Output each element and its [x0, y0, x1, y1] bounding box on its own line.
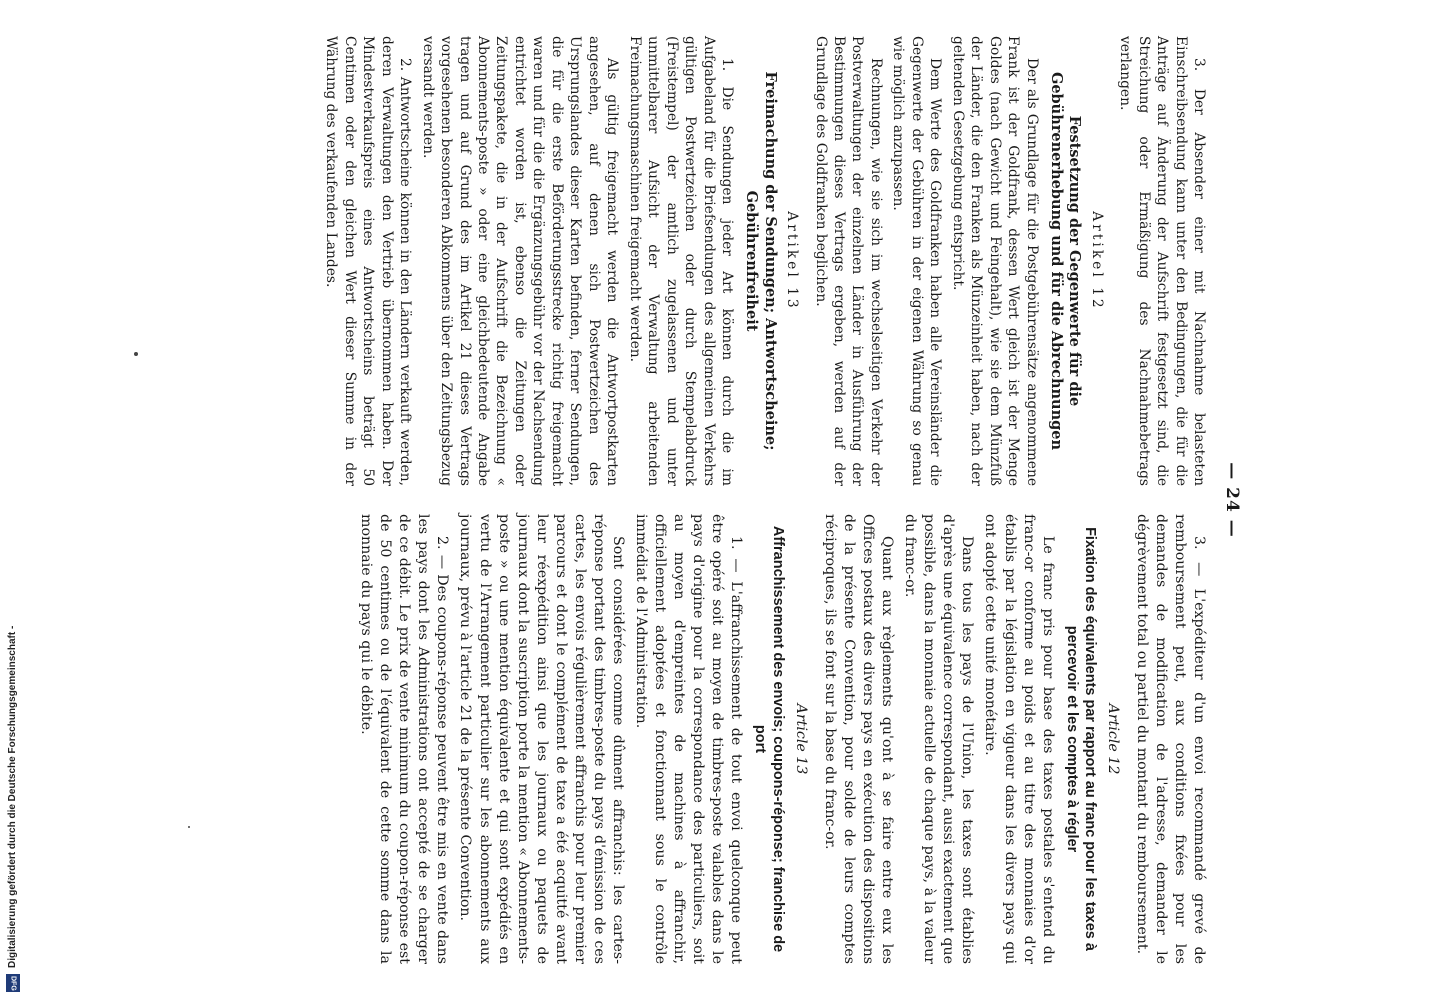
- credit-text: Digitalisierung gefördert durch die Deutsche Forschungsgemeinschaft -: [7, 625, 18, 968]
- french-art12-para2: Dans tous les pays de l'Union, les taxes sont établies d'après une équivalence correspondant, aussi exactement que possible, dans la monnaie actuelle de chaque pays, à la valeur du franc-or.: [902, 514, 976, 964]
- french-art12-para1: Le franc pris pour base des taxes postales s'entend du franc-or conforme au poids et au titre des monnaies d'or établis par la législation en vigueur dans les divers pays qui ont adopté cette unité monétaire.: [982, 514, 1056, 964]
- french-article-12-label: Article 12: [1104, 703, 1121, 775]
- german-column: [198, 36, 1208, 486]
- dfg-logo-icon: DFG: [6, 974, 20, 992]
- text-columns: [198, 36, 1208, 964]
- page-number: — 24 —: [1222, 462, 1242, 538]
- french-art12-para3: Quant aux règlements qu'ont à se faire entre eux les Offices postaux des divers pays en exécution des dispositions de la présente Convention, pour solde de leurs comptes réciproques, ils se font sur la base du franc-or.: [822, 514, 896, 964]
- german-art12-para2: Dem Werte des Goldfranken haben alle Vereinsländer die Gegenwerte der Gebühren in der eigenen Währung so genau wie möglich anzupassen.: [890, 36, 944, 486]
- document-page: [152, 0, 1282, 1000]
- german-article-12-label: Artikel 12: [1088, 211, 1105, 311]
- german-article-12-title: Festsetzung der Gegenwerte für die Gebührenerhebung und für die Abrechnungen: [1047, 71, 1084, 451]
- french-art13-para3: 2. — Des coupons-réponse peuvent être mis en vente dans les pays dont les Administrations ont accepté de se charger de ce débit. Le prix de vente minimum du coupon-réponse est de 50 centimes ou de l'équivalent de cette somme dans la monnaie du pays qui le débite.: [358, 514, 451, 964]
- scan-speck: [134, 352, 138, 356]
- french-art13-para1: 1. — L'affranchissement de tout envoi quelconque peut être opéré soit au moyen de timbres-poste valables dans le pays d'origine pour la correspondance des particuliers, soit au moyen d'empreintes de machines à affranchir, officiellement adoptées et fonctionnant sous le contrôle immédiat de l'Administration.: [632, 514, 744, 964]
- scan-speck: [188, 826, 190, 828]
- french-column: [198, 514, 1208, 964]
- german-art11-para3: 3. Der Absender einer mit Nachnahme belasteten Einschreibsendung kann unter den Bedingungen, die für die Anträge auf Änderung der Aufschrift festgesetzt sind, die Streichung oder Ermäßigung des Nachnahmebetrags verlangen.: [1117, 36, 1207, 486]
- french-article-12-title: Fixation des équivalents par rapport au franc pour les taxes à percevoir et les comptes à régler: [1063, 527, 1098, 951]
- french-art11-para3: 3. — L'expéditeur d'un envoi recommandé grevé de remboursement peut, aux conditions fixées pour les demandes de modification de l'adresse, demander le dégrèvement total ou partiel du montant du remboursement.: [1133, 514, 1207, 964]
- german-article-13-label: Artikel 13: [784, 211, 801, 311]
- german-art13-para2: Als gültig freigemacht werden die Antwortpostkarten angesehen, auf denen sich Postwertzeichen des Ursprungslandes dieser Karten befinden, ferner Sendungen, die für die erste Beförderungsstrecke richtig freigemacht waren und für die die Ergänzungsgebühr vor der Nachsendung entrichtet worden ist, ebenso die Zeitungen oder Zeitungspakete, die in der Aufschrift die Bezeichnung « Abonnements-poste » oder eine gleichbedeutende Angabe tragen und auf Grund des im Artikel 21 dieses Vertrags vorgesehenen besonderen Abkommens über den Zeitungsbezug versandt werden.: [419, 36, 621, 486]
- german-article-13-title: Freimachung der Sendungen; Antwortscheine; Gebührenfreiheit: [743, 71, 779, 451]
- german-art12-para3: Rechnungen, wie sie sich im wechselseitigen Verkehr der Postverwaltungen der einzelnen Länder in Ausführung der Bestimmungen dieses Vertrags ergeben, werden auf der Grundlage des Goldfranken beglichen.: [812, 36, 884, 486]
- digitization-credit: [6, 592, 20, 992]
- french-article-13-label: Article 13: [793, 703, 810, 775]
- german-art13-para1: 1. Die Sendungen jeder Art können durch die im Aufgabeland für die Briefsendungen des allgemeinen Verkehrs gültigen Postwertzeichen oder durch Stempelabdruck (Freistempel) der amtlich zugelassenen und unter unmittelbarer Aufsicht der Verwaltung arbeitenden Freimachungsmaschinen freigemacht werden.: [626, 36, 736, 486]
- german-art13-para3: 2. Antwortscheine können in den Ländern verkauft werden, deren Verwaltungen den Vertrieb übernommen haben. Der Mindestverkaufspreis eines Antwortscheins beträgt 50 Centimen oder den gleichen Wert dieser Summe in der Währung des verkaufenden Landes.: [323, 36, 414, 486]
- french-art13-para2: Sont considérées comme dûment affranchis: les cartes-réponse portant des timbres-poste du pays d'émission de ces cartes, les envois régulièrement affranchis pour leur premier parcours et dont le complément de taxe a été acquitté avant leur réexpédition ainsi que les journaux ou paquets de journaux dont la suscription porte la mention « Abonnements-poste » ou une mention équivalente et qui sont expédiés en vertu de l'Arrangement particulier sur les abonnements aux journaux, prévu à l'article 21 de la présente Convention.: [457, 514, 626, 964]
- german-art12-para1: Der als Grundlage für die Postgebührensätze angenommene Frank ist der Goldfrank, dessen Wert gleich ist der Menge Goldes (nach Gewicht und Feingehalt), wie sie dem Münzfuß der Länder, die den Franken als Münzeinheit haben, nach der geltenden Gesetzgebung entspricht.: [949, 36, 1040, 486]
- french-article-13-title: Affranchissement des envois; coupons-réponse; franchise de port: [752, 525, 787, 953]
